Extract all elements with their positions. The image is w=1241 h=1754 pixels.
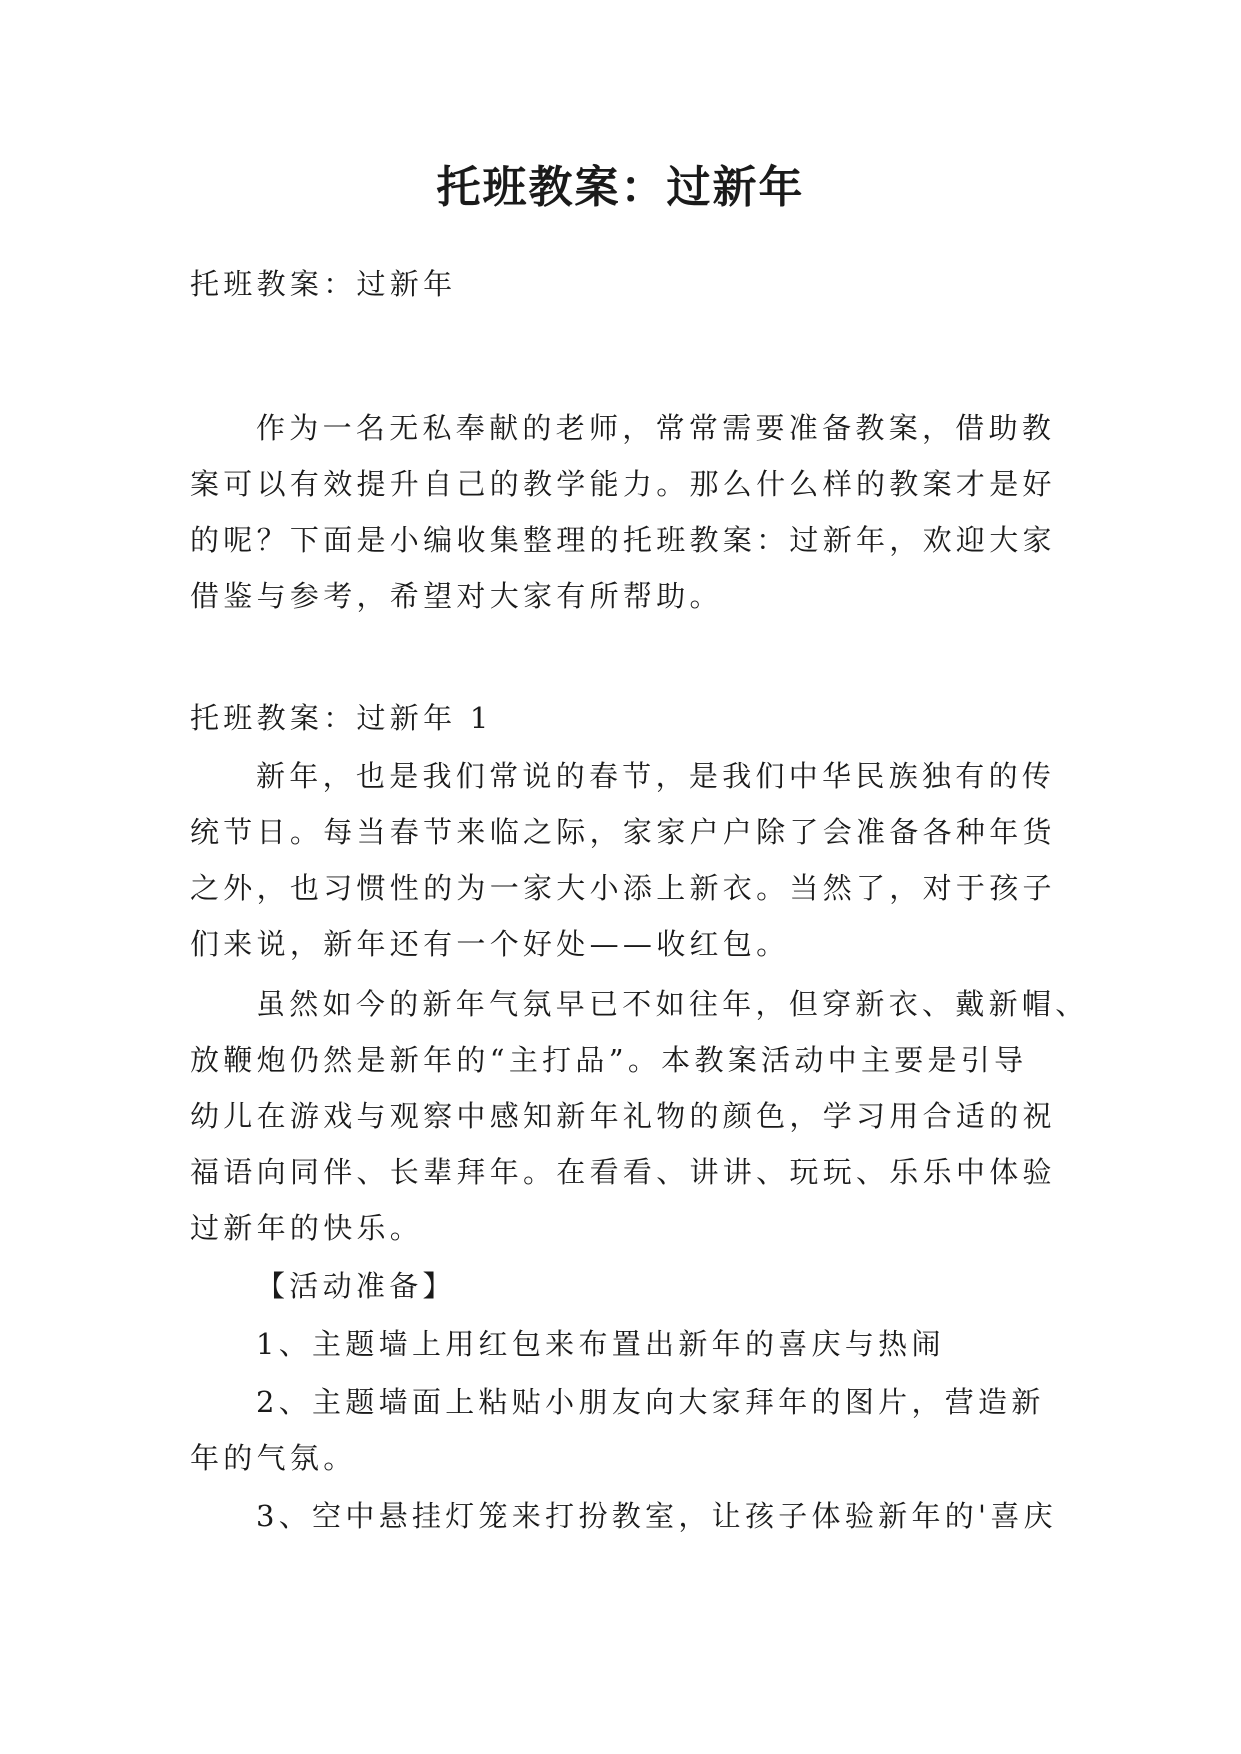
prep-heading: 【活动准备】 [256, 1269, 456, 1303]
prep-item: 年的气氛。 [190, 1441, 357, 1475]
intro-line: 作为一名无私奉献的老师，常常需要准备教案，借助教 [256, 411, 1056, 445]
paragraph-line: 福语向同伴、长辈拜年。在看看、讲讲、玩玩、乐乐中体验 [190, 1155, 1056, 1189]
paragraph-line: 之外，也习惯性的为一家大小添上新衣。当然了，对于孩子 [190, 871, 1056, 905]
paragraph-line: 新年，也是我们常说的春节，是我们中华民族独有的传 [256, 759, 1056, 793]
document-title: 托班教案：过新年 [436, 162, 805, 213]
paragraph-line: 幼儿在游戏与观察中感知新年礼物的颜色，学习用合适的祝 [190, 1099, 1056, 1133]
intro-line: 的呢？下面是小编收集整理的托班教案：过新年，欢迎大家 [190, 523, 1056, 557]
prep-item: 3、空中悬挂灯笼来打扮教室，让孩子体验新年的'喜庆 [256, 1499, 1057, 1533]
prep-item: 2、主题墙面上粘贴小朋友向大家拜年的图片，营造新 [256, 1385, 1045, 1419]
intro-line: 借鉴与参考，希望对大家有所帮助。 [190, 579, 723, 613]
paragraph-line: 放鞭炮仍然是新年的“主打品”。本教案活动中主要是引导 [190, 1043, 1028, 1077]
paragraph-line: 们来说，新年还有一个好处——收红包。 [190, 927, 790, 961]
prep-item: 1、主题墙上用红包来布置出新年的喜庆与热闹 [256, 1327, 945, 1361]
paragraph-line: 过新年的快乐。 [190, 1211, 424, 1245]
paragraph-line: 虽然如今的新年气氛早已不如往年，但穿新衣、戴新帽、 [256, 987, 1089, 1021]
intro-line: 案可以有效提升自己的教学能力。那么什么样的教案才是好 [190, 467, 1056, 501]
paragraph-line: 统节日。每当春节来临之际，家家户户除了会准备各种年货 [190, 815, 1056, 849]
subtitle: 托班教案：过新年 [190, 267, 457, 301]
section-heading: 托班教案：过新年 1 [190, 701, 493, 735]
